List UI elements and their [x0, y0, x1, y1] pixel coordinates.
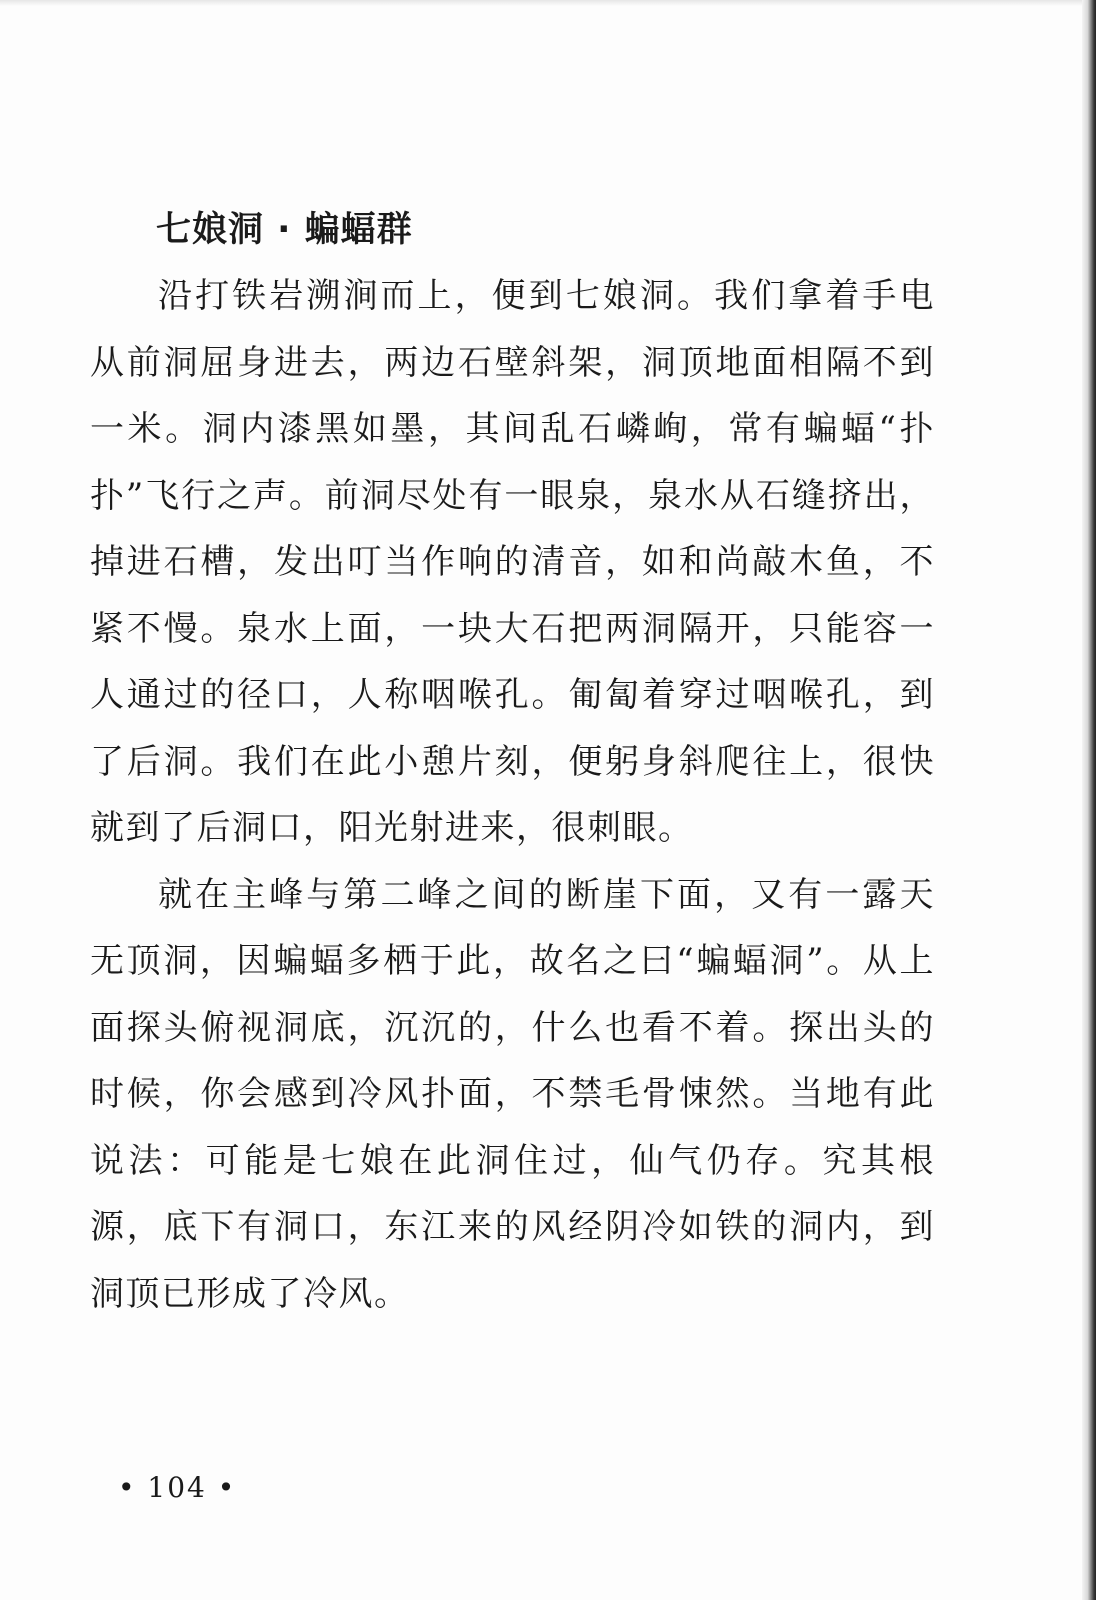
page-number: • 104 •	[118, 1471, 237, 1504]
paragraph-2: 就在主峰与第二峰之间的断崖下面，又有一露天无顶洞，因蝙蝠多栖于此，故名之曰“蝙蝠洞”。从上面探头俯视洞底，沉沉的，什么也看不着。探出头的时候，你会感到冷风扑面，不禁毛骨悚然。当地有此说法：可能是七娘在此洞住过，仙气仍存。究其根源，底下有洞口，东江来的风经阴冷如铁的洞内，到洞顶已形成了冷风。	[90, 874, 935, 1314]
section-title: 七娘洞 · 蝙蝠群	[156, 210, 413, 250]
page-content	[90, 205, 935, 1327]
page-top-edge	[0, 0, 1096, 6]
paragraph-1: 沿打铁岩溯涧而上，便到七娘洞。我们拿着手电从前洞屈身进去，两边石壁斜架，洞顶地面相隔不到一米。洞内漆黑如墨，其间乱石嶙峋，常有蝙蝠“扑扑”飞行之声。前洞尽处有一眼泉，泉水从石缝挤出，掉进石槽，发出叮当作响的清音，如和尚敲木鱼，不紧不慢。泉水上面，一块大石把两洞隔开，只能容一人通过的径口，人称咽喉孔。匍匐着穿过咽喉孔，到了后洞。我们在此小憩片刻，便躬身斜爬往上，很快就到了后洞口，阳光射进来，很刺眼。	[90, 276, 935, 848]
page-binding-edge	[1082, 0, 1096, 1600]
